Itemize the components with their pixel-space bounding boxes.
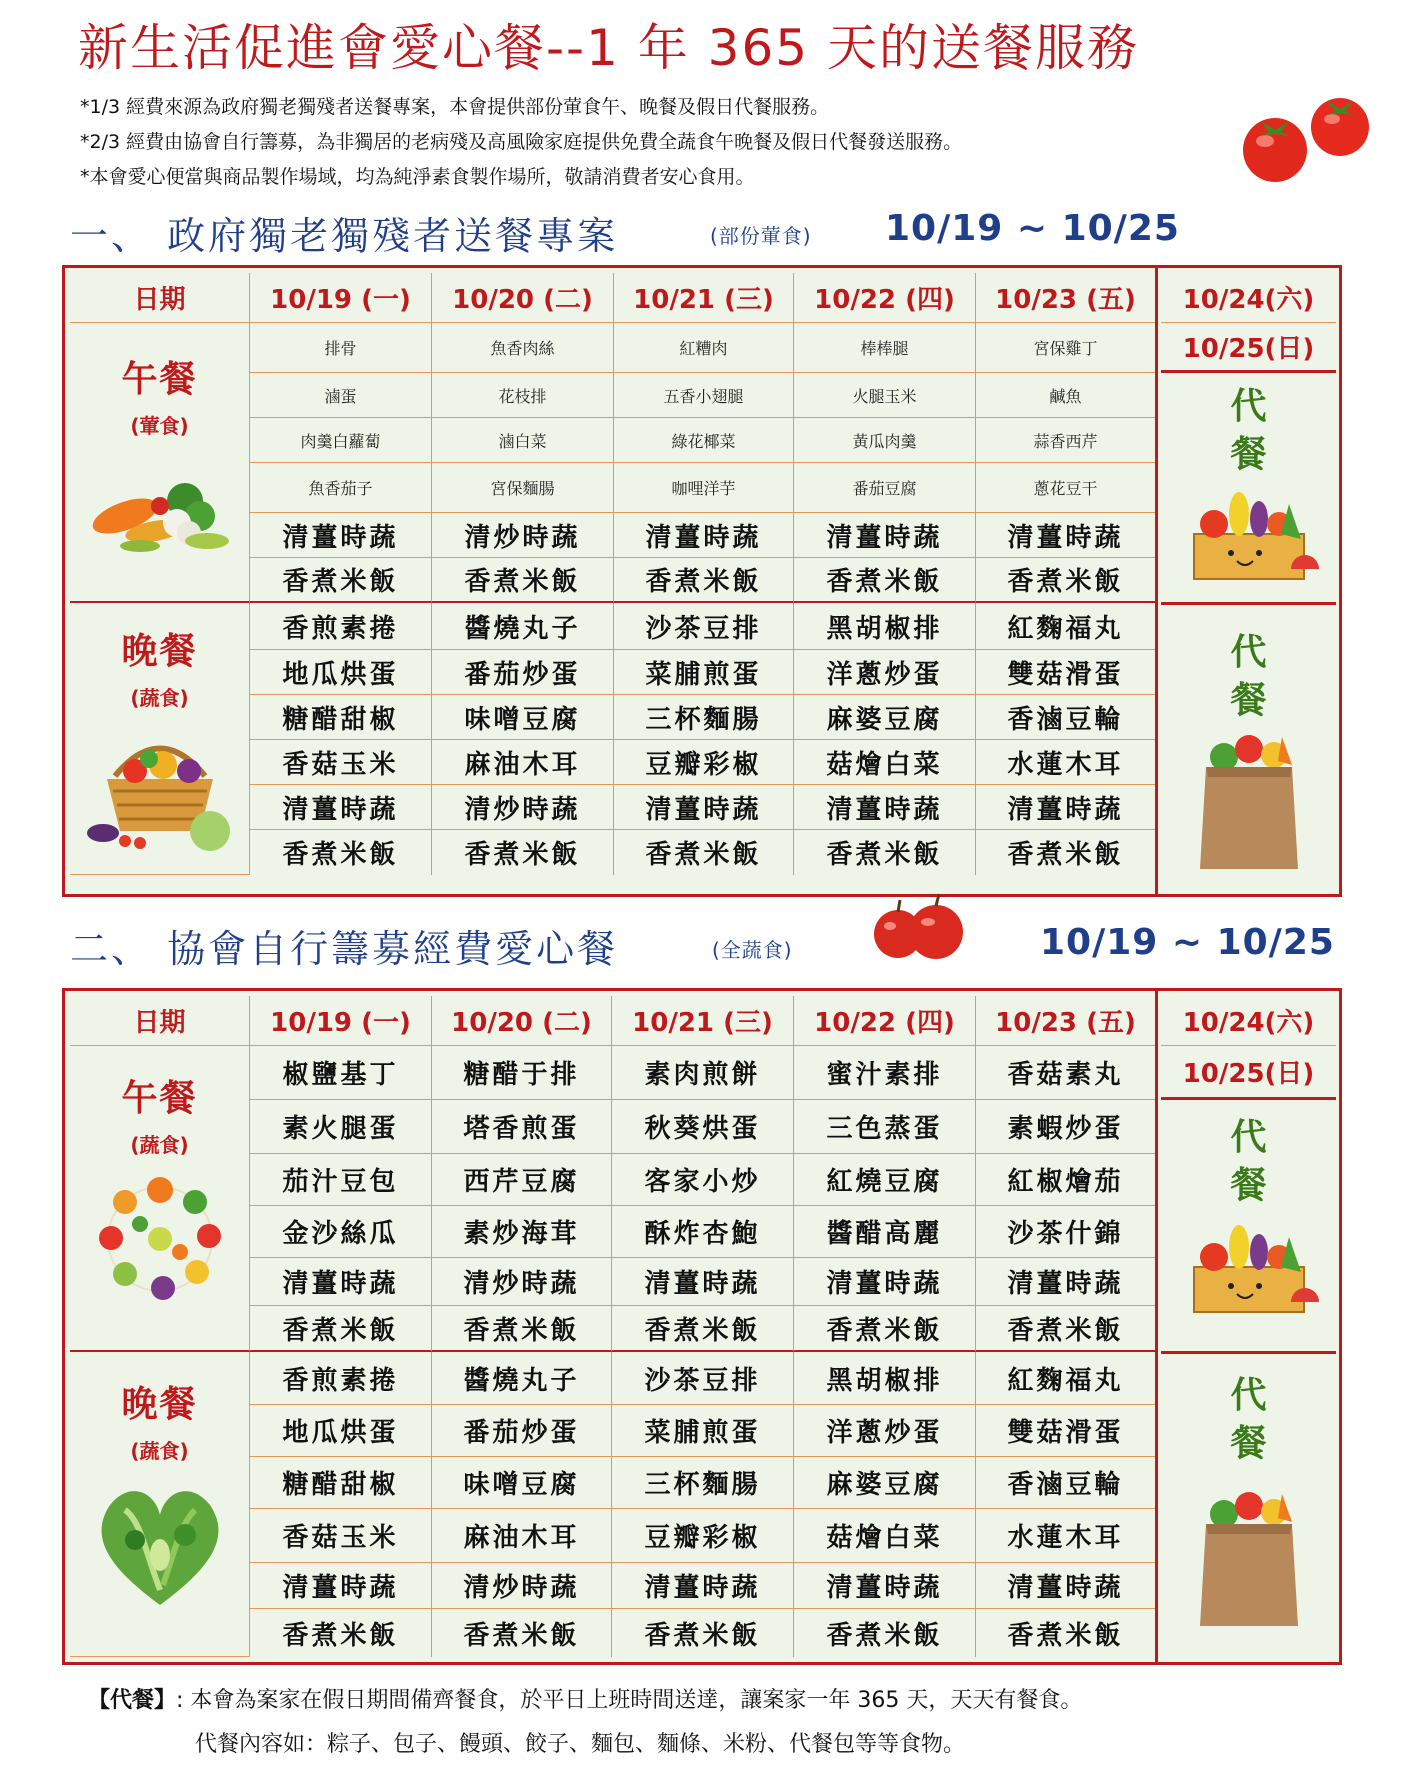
menu-cell: 清薑時蔬 (976, 513, 1156, 558)
menu-cell: 沙茶什錦 (976, 1206, 1156, 1258)
menu-cell: 豆瓣彩椒 (612, 1509, 794, 1563)
menu-cell: 香滷豆輪 (976, 695, 1156, 740)
fruit-basket-icon (1179, 489, 1319, 584)
menu-cell: 清薑時蔬 (794, 1563, 976, 1609)
menu-cell: 香煮米飯 (250, 1609, 432, 1657)
section1-table (62, 265, 1342, 897)
menu-cell: 香煮米飯 (612, 1609, 794, 1657)
menu-cell: 香菇素丸 (976, 1046, 1156, 1100)
menu-cell: 三色蒸蛋 (794, 1100, 976, 1154)
menu-cell: 香煮米飯 (614, 558, 794, 603)
menu-cell: 香煮米飯 (614, 830, 794, 875)
dinner-weekend-cell (1161, 1354, 1336, 1657)
menu-cell: 蔥花豆干 (976, 463, 1156, 513)
menu-cell: 滷白菜 (432, 418, 614, 463)
dinner-label-cell (70, 1352, 250, 1657)
menu-cell: 香煮米飯 (976, 1609, 1156, 1657)
menu-cell: 黑胡椒排 (794, 603, 976, 650)
menu-cell: 宮保雞丁 (976, 323, 1156, 373)
lunch-type: (蔬食) (130, 1133, 189, 1157)
weekend-date: 10/25(日) (1161, 323, 1336, 373)
menu-cell: 麻婆豆腐 (794, 695, 976, 740)
weekend-label: 代餐 (1230, 1375, 1267, 1464)
vegetable-heart-icon (85, 1480, 235, 1610)
menu-cell: 紅燒豆腐 (794, 1154, 976, 1206)
menu-cell: 香滷豆輪 (976, 1457, 1156, 1509)
dinner-name: 晚餐 (121, 631, 198, 672)
day-header: 10/19 (一) (250, 996, 432, 1046)
footer-line-2: 代餐內容如：粽子、包子、饅頭、餃子、麵包、麵條、米粉、代餐包等等食物。 (195, 1732, 966, 1757)
lunch-weekend-cell (1161, 1100, 1336, 1354)
menu-cell: 洋蔥炒蛋 (794, 1405, 976, 1457)
weekend-date: 10/24(六) (1161, 273, 1336, 323)
weekend-label: 代餐 (1230, 632, 1267, 721)
section1-date-range: 10/19 ~ 10/25 (885, 208, 1180, 249)
menu-cell: 清薑時蔬 (614, 785, 794, 830)
section1-title: 一、 政府獨老獨殘者送餐專案 (70, 214, 619, 258)
menu-cell: 糖醋甜椒 (250, 1457, 432, 1509)
menu-cell: 菇燴白菜 (794, 1509, 976, 1563)
menu-cell: 香煎素捲 (250, 1352, 432, 1405)
date-header: 日期 (70, 273, 250, 323)
menu-cell: 清薑時蔬 (794, 513, 976, 558)
menu-cell: 水蓮木耳 (976, 740, 1156, 785)
day-header: 10/20 (二) (432, 996, 612, 1046)
menu-cell: 香煮米飯 (976, 830, 1156, 875)
lunch-type: (葷食) (130, 414, 189, 438)
menu-cell: 素肉煎餅 (612, 1046, 794, 1100)
vegetable-circle-icon (85, 1174, 235, 1304)
menu-cell: 肉羹白蘿蔔 (250, 418, 432, 463)
weekend-date: 10/24(六) (1161, 996, 1336, 1046)
grocery-bag-icon (1194, 731, 1304, 871)
menu-cell: 紅糟肉 (614, 323, 794, 373)
menu-cell: 醬燒丸子 (432, 1352, 612, 1405)
lunch-name: 午餐 (121, 359, 198, 400)
menu-cell: 清薑時蔬 (250, 785, 432, 830)
menu-cell: 清薑時蔬 (794, 1258, 976, 1306)
lunch-label-cell (70, 1046, 250, 1352)
menu-cell: 清薑時蔬 (614, 513, 794, 558)
menu-cell: 黑胡椒排 (794, 1352, 976, 1405)
menu-cell: 番茄炒蛋 (432, 650, 614, 695)
menu-cell: 鹹魚 (976, 373, 1156, 418)
menu-cell: 洋蔥炒蛋 (794, 650, 976, 695)
menu-cell: 黃瓜肉羹 (794, 418, 976, 463)
menu-cell: 清薑時蔬 (976, 1563, 1156, 1609)
dinner-type: (蔬食) (130, 686, 189, 710)
menu-cell: 香煮米飯 (250, 1306, 432, 1352)
menu-cell: 棒棒腿 (794, 323, 976, 373)
menu-cell: 水蓮木耳 (976, 1509, 1156, 1563)
menu-cell: 火腿玉米 (794, 373, 976, 418)
menu-cell: 沙茶豆排 (614, 603, 794, 650)
menu-cell: 清薑時蔬 (250, 1258, 432, 1306)
menu-cell: 清薑時蔬 (976, 785, 1156, 830)
section2-date-range: 10/19 ~ 10/25 (1040, 922, 1335, 963)
menu-cell: 秋葵烘蛋 (612, 1100, 794, 1154)
day-header: 10/21 (三) (612, 996, 794, 1046)
dinner-type: (蔬食) (130, 1439, 189, 1463)
menu-cell: 醬燒丸子 (432, 603, 614, 650)
menu-cell: 咖哩洋芋 (614, 463, 794, 513)
menu-cell: 酥炸杏鮑 (612, 1206, 794, 1258)
note-3: *本會愛心便當與商品製作場域，均為純淨素食製作場所，敬請消費者安心食用。 (80, 166, 755, 188)
menu-cell: 魚香茄子 (250, 463, 432, 513)
lunch-weekend-cell (1161, 373, 1336, 605)
day-header: 10/22 (四) (794, 996, 976, 1046)
menu-cell: 香煮米飯 (794, 1306, 976, 1352)
menu-cell: 蒜香西芹 (976, 418, 1156, 463)
day-header: 10/22 (四) (794, 273, 976, 323)
fruit-basket-icon (85, 721, 235, 851)
menu-cell: 麻油木耳 (432, 740, 614, 785)
menu-cell: 香煮米飯 (976, 558, 1156, 603)
day-header: 10/23 (五) (976, 273, 1156, 323)
menu-cell: 番茄豆腐 (794, 463, 976, 513)
menu-cell: 清薑時蔬 (250, 1563, 432, 1609)
menu-cell: 糖醋于排 (432, 1046, 612, 1100)
menu-cell: 清薑時蔬 (794, 785, 976, 830)
grocery-bag-icon (1194, 1488, 1304, 1628)
lunch-name: 午餐 (121, 1078, 198, 1119)
menu-cell: 香煮米飯 (794, 830, 976, 875)
menu-cell: 雙菇滑蛋 (976, 650, 1156, 695)
menu-cell: 味噌豆腐 (432, 695, 614, 740)
weekend-label: 代餐 (1230, 1117, 1267, 1206)
menu-cell: 清炒時蔬 (432, 785, 614, 830)
day-header: 10/19 (一) (250, 273, 432, 323)
menu-cell: 清薑時蔬 (612, 1563, 794, 1609)
section2-weekend-column (1161, 996, 1336, 1657)
menu-cell: 三杯麵腸 (614, 695, 794, 740)
fruit-basket-icon (1179, 1222, 1319, 1317)
dinner-weekend-cell (1161, 605, 1336, 889)
menu-cell: 清炒時蔬 (432, 1258, 612, 1306)
menu-cell: 三杯麵腸 (612, 1457, 794, 1509)
menu-cell: 蜜汁素排 (794, 1046, 976, 1100)
menu-cell: 香煮米飯 (250, 830, 432, 875)
menu-cell: 香煮米飯 (250, 558, 432, 603)
dinner-label-cell (70, 603, 250, 875)
date-header: 日期 (70, 996, 250, 1046)
section1-weekend-column (1161, 273, 1336, 889)
tomato-icon (1235, 95, 1385, 190)
weekend-date: 10/25(日) (1161, 1046, 1336, 1100)
menu-cell: 香煮米飯 (976, 1306, 1156, 1352)
menu-cell: 香煮米飯 (612, 1306, 794, 1352)
menu-cell: 素火腿蛋 (250, 1100, 432, 1154)
menu-cell: 素蝦炒蛋 (976, 1100, 1156, 1154)
menu-cell: 糖醋甜椒 (250, 695, 432, 740)
menu-cell: 西芹豆腐 (432, 1154, 612, 1206)
section2-title: 二、 協會自行籌募經費愛心餐 (70, 927, 619, 971)
footer-label: 【代餐】 (88, 1688, 177, 1713)
note-2: *2/3 經費由協會自行籌募，為非獨居的老病殘及高風險家庭提供免費全蔬食午晚餐及假日代餐發送服務。 (80, 131, 963, 153)
menu-cell: 金沙絲瓜 (250, 1206, 432, 1258)
menu-cell: 香煮米飯 (794, 1609, 976, 1657)
menu-cell: 味噌豆腐 (432, 1457, 612, 1509)
section1-subtitle: (部份葷食) (710, 224, 812, 248)
menu-cell: 紅椒燴茄 (976, 1154, 1156, 1206)
menu-cell: 椒鹽基丁 (250, 1046, 432, 1100)
menu-cell: 清炒時蔬 (432, 513, 614, 558)
menu-cell: 素炒海茸 (432, 1206, 612, 1258)
menu-cell: 醬醋高麗 (794, 1206, 976, 1258)
menu-cell: 地瓜烘蛋 (250, 1405, 432, 1457)
menu-cell: 茄汁豆包 (250, 1154, 432, 1206)
menu-cell: 塔香煎蛋 (432, 1100, 612, 1154)
menu-cell: 地瓜烘蛋 (250, 650, 432, 695)
menu-cell: 菜脯煎蛋 (612, 1405, 794, 1457)
menu-cell: 清薑時蔬 (976, 1258, 1156, 1306)
dinner-name: 晚餐 (121, 1384, 198, 1425)
menu-cell: 香煮米飯 (794, 558, 976, 603)
menu-cell: 滷蛋 (250, 373, 432, 418)
menu-cell: 紅麴福丸 (976, 603, 1156, 650)
section2-table (62, 988, 1342, 1665)
menu-cell: 五香小翅腿 (614, 373, 794, 418)
weekend-label: 代餐 (1230, 386, 1267, 475)
menu-cell: 客家小炒 (612, 1154, 794, 1206)
menu-cell: 香煎素捲 (250, 603, 432, 650)
menu-cell: 麻婆豆腐 (794, 1457, 976, 1509)
page-title: 新生活促進會愛心餐--1 年 365 天的送餐服務 (78, 19, 1140, 77)
vegetables-icon (85, 461, 235, 561)
menu-cell: 宮保麵腸 (432, 463, 614, 513)
menu-cell: 雙菇滑蛋 (976, 1405, 1156, 1457)
menu-cell: 花枝排 (432, 373, 614, 418)
menu-cell: 豆瓣彩椒 (614, 740, 794, 785)
menu-cell: 沙茶豆排 (612, 1352, 794, 1405)
section2-subtitle: (全蔬食) (712, 938, 793, 962)
menu-cell: 番茄炒蛋 (432, 1405, 612, 1457)
menu-cell: 排骨 (250, 323, 432, 373)
menu-cell: 紅麴福丸 (976, 1352, 1156, 1405)
menu-cell: 香煮米飯 (432, 558, 614, 603)
footer-text: : 本會為案家在假日期間備齊餐食，於平日上班時間送達，讓案家一年 365 天，天天有餐食。 (176, 1688, 1083, 1713)
menu-cell: 綠花椰菜 (614, 418, 794, 463)
menu-cell: 香煮米飯 (432, 1306, 612, 1352)
day-header: 10/20 (二) (432, 273, 614, 323)
day-header: 10/21 (三) (614, 273, 794, 323)
menu-cell: 清炒時蔬 (432, 1563, 612, 1609)
note-1: *1/3 經費來源為政府獨老獨殘者送餐專案，本會提供部份葷食午、晚餐及假日代餐服務。 (80, 96, 830, 118)
menu-cell: 香煮米飯 (432, 830, 614, 875)
menu-cell: 麻油木耳 (432, 1509, 612, 1563)
menu-cell: 香菇玉米 (250, 1509, 432, 1563)
menu-cell: 菇燴白菜 (794, 740, 976, 785)
menu-cell: 香菇玉米 (250, 740, 432, 785)
menu-cell: 香煮米飯 (432, 1609, 612, 1657)
lunch-label-cell (70, 323, 250, 603)
menu-cell: 清薑時蔬 (250, 513, 432, 558)
apple-icon (868, 892, 968, 962)
day-header: 10/23 (五) (976, 996, 1156, 1046)
menu-cell: 清薑時蔬 (612, 1258, 794, 1306)
footer-line-1 (88, 1683, 1082, 1714)
menu-cell: 菜脯煎蛋 (614, 650, 794, 695)
menu-cell: 魚香肉絲 (432, 323, 614, 373)
